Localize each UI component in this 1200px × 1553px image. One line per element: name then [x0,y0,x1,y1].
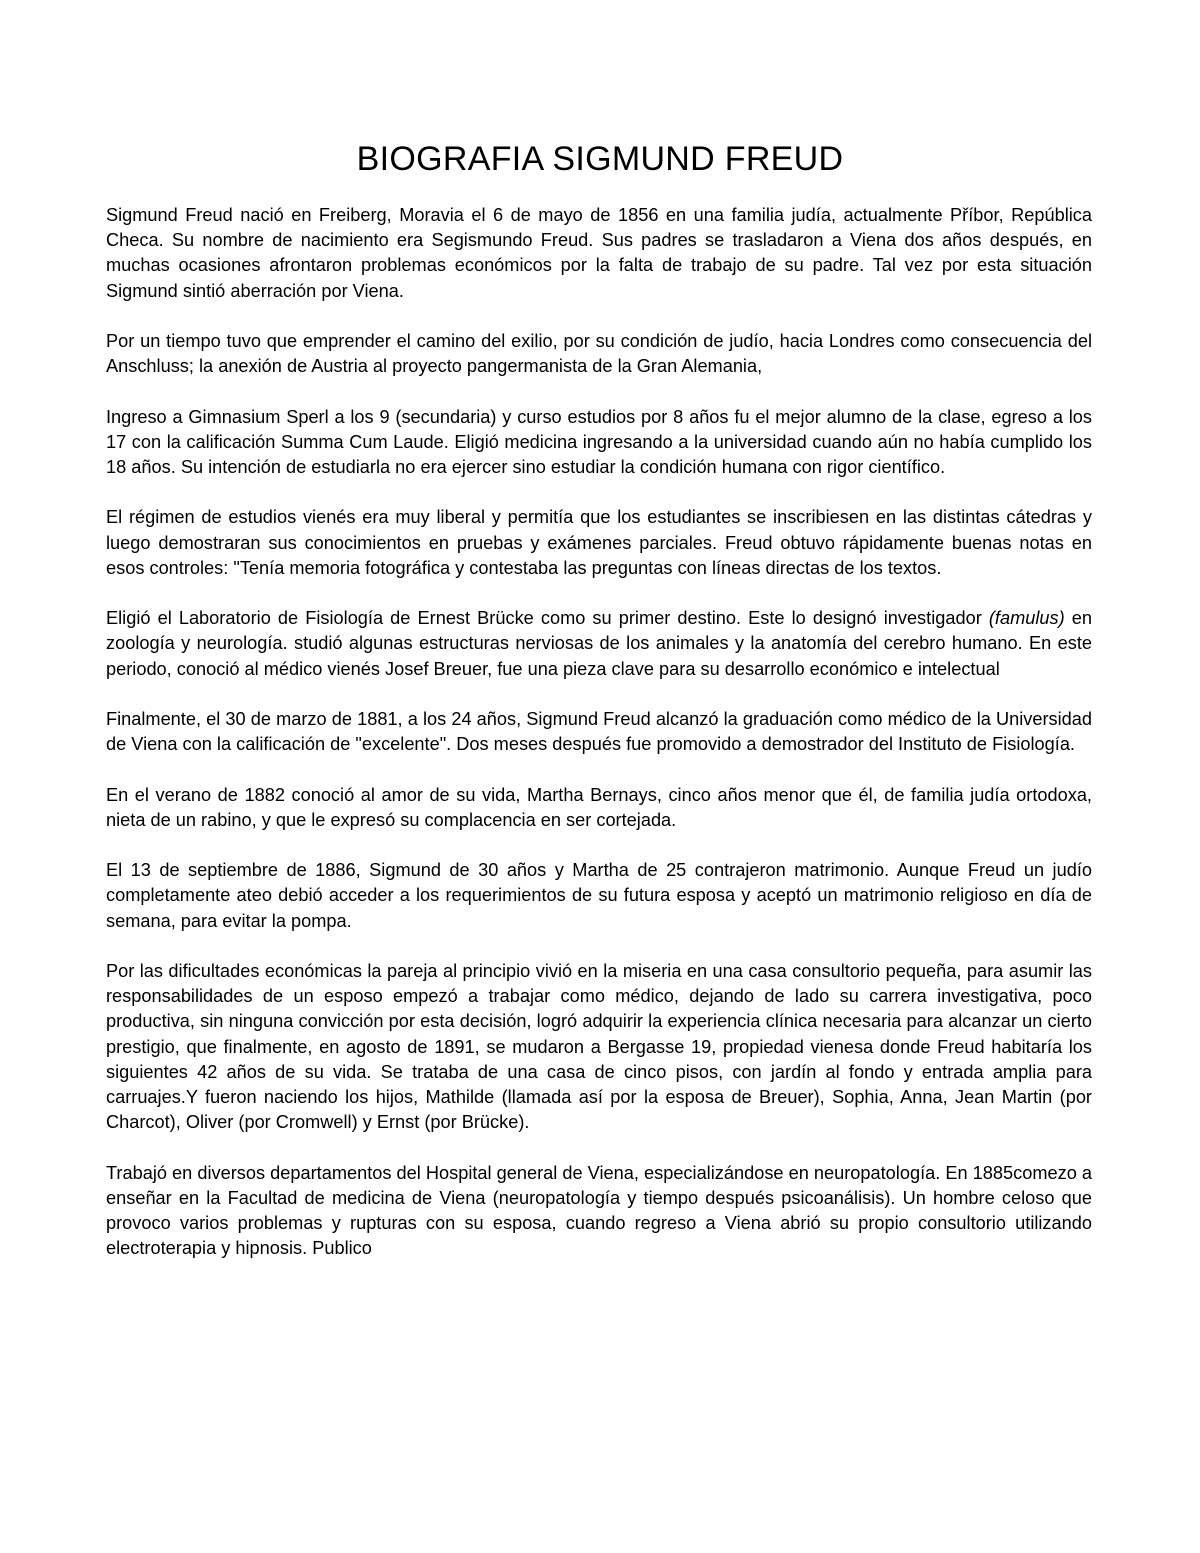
paragraph-family-life: Por las dificultades económicas la pareja al principio vivió en la miseria en una casa consultorio pequeña, para asumir las responsabilidades de un esposo empezó a trabajar como médico, dejando de lado su carrera investigativa, poco productiva, sin ninguna convicción por esta decisión, logró adquirir la experiencia clínica necesaria para alcanzar un cierto prestigio, que finalmente, en agosto de 1891, se mudaron a Bergasse 19, propiedad vienesa donde Freud habitaría los siguientes 42 años de su vida. Se trataba de una casa de cinco pisos, con jardín al fondo y entrada amplia para carruajes.Y fueron naciendo los hijos, Mathilde (llamada así por la esposa de Breuer), Sophia, Anna, Jean Martin (por Charcot), Oliver (por Cromwell) y Ernst (por Brücke). [106,960,1092,1133]
paragraph-birth: Sigmund Freud nació en Freiberg, Moravia el 6 de mayo de 1856 en una familia judía, actualmente Příbor, República Checa. Su nombre de nacimiento era Segismundo Freud. Sus padres se trasladaron a Viena dos años después, en muchas ocasiones afrontaron problemas económicos por la falta de trabajo de su padre. Tal vez por esta situación Sigmund sintió aberración por Viena. [106,205,1092,301]
paragraph-study-regime: El régimen de estudios vienés era muy liberal y permitía que los estudiantes se inscribiesen en las distintas cátedras y luego demostraran sus conocimientos en pruebas y exámenes parciales. Freud obtuvo rápidamente buenas notas en esos controles: "Tenía memoria fotográfica y contestaba las preguntas con líneas directas de los textos. [106,507,1092,578]
paragraph-exile: Por un tiempo tuvo que emprender el camino del exilio, por su condición de judío, hacia Londres como consecuencia del Anschluss; la anexión de Austria al proyecto pangermanista de la Gran Alemania, [106,331,1092,377]
document-body [106,203,1092,1261]
paragraph-hospital-work: Trabajó en diversos departamentos del Hospital general de Viena, especializándose en neuropatología. En 1885comezo a enseñar en la Facultad de medicina de Viena (neuropatología y tiempo después psicoanálisis). Un hombre celoso que provoco varios problemas y rupturas con su esposa, cuando regreso a Viena abrió su propio consultorio utilizando electroterapia y hipnosis. Publico [106,1162,1092,1259]
paragraph-martha: En el verano de 1882 conoció al amor de su vida, Martha Bernays, cinco años menor que él, de familia judía ortodoxa, nieta de un rabino, y que le expresó su complacencia en ser cortejada. [106,784,1092,830]
paragraph-laboratory-end: en zoología y neurología. studió algunas estructuras nerviosas de los animales y la anatomía del cerebro humano. En este periodo, conoció al médico vienés Josef Breuer, fue una pieza clave para su desarrollo económico e intelectual [106,608,1092,679]
paragraph-graduation: Finalmente, el 30 de marzo de 1881, a los 24 años, Sigmund Freud alcanzó la graduación como médico de la Universidad de Viena con la calificación de "excelente". Dos meses después fue promovido a demostrador del Instituto de Fisiología. [106,708,1092,755]
paragraph-laboratory [106,606,1092,682]
paragraph-marriage: El 13 de septiembre de 1886, Sigmund de 30 años y Martha de 25 contrajeron matrimonio. Aunque Freud un judío completamente ateo debió acceder a los requerimientos de su futura esposa y aceptó un matrimonio religioso en día de semana, para evitar la pompa. [106,860,1092,931]
paragraph-laboratory-start: Eligió el Laboratorio de Fisiología de Ernest Brücke como su primer destino. Este lo designó investigador [106,608,989,629]
famulus-term: (famulus) [988,608,1065,629]
document-title: BIOGRAFIA SIGMUND FREUD [356,140,844,178]
paragraph-education: Ingreso a Gimnasium Sperl a los 9 (secundaria) y curso estudios por 8 años fu el mejor alumno de la clase, egreso a los 17 con la calificación Summa Cum Laude. Eligió medicina ingresando a la universidad cuando aún no había cumplido los 18 años. Su intención de estudiarla no era ejercer sino estudiar la condición humana con rigor científico. [106,406,1092,477]
